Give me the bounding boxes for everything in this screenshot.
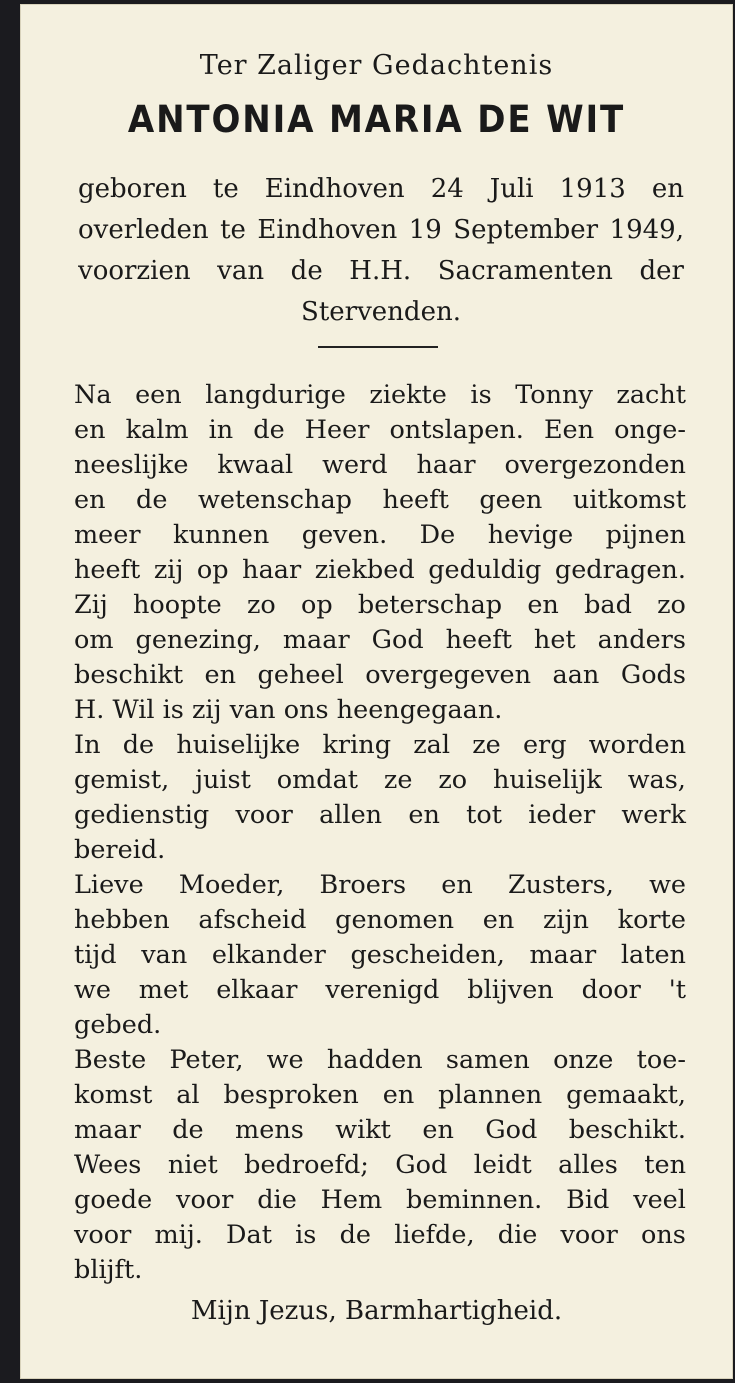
body-line: meer kunnen geven. De hevige pijnen (74, 520, 686, 550)
body-line: In de huiselijke kring zal ze erg worden (74, 730, 686, 760)
body-line: Wees niet bedroefd; God leidt alles ten (74, 1150, 686, 1180)
card-header: Ter Zaliger Gedachtenis (199, 50, 554, 81)
body-line: Lieve Moeder, Broers en Zusters, we (74, 870, 686, 900)
body-line: Zij hoopte zo op beterschap en bad zo (74, 590, 686, 620)
body-line: heeft zij op haar ziekbed geduldig gedragen. (74, 555, 686, 585)
body-line: bereid. (74, 835, 166, 865)
body-line: hebben afscheid genomen en zijn korte (74, 905, 686, 935)
intro-line: geboren te Eindhoven 24 Juli 1913 en (78, 174, 684, 204)
intro-line: Stervenden. (301, 297, 461, 327)
body-line: Na een langdurige ziekte is Tonny zacht (74, 380, 686, 410)
body-line: om genezing, maar God heeft het anders (74, 625, 686, 655)
body-line: neeslijke kwaal werd haar overgezonden (74, 450, 686, 480)
body-line: beschikt en geheel overgegeven aan Gods (74, 660, 686, 690)
body-line: gemist, juist omdat ze zo huiselijk was, (74, 765, 686, 795)
body-line: H. Wil is zij van ons heengegaan. (74, 695, 503, 725)
memorial-card (20, 4, 733, 1379)
divider-line (318, 346, 438, 348)
body-line: Beste Peter, we hadden samen onze toe- (74, 1045, 686, 1075)
body-text (74, 378, 686, 1288)
body-line: gebed. (74, 1010, 162, 1040)
intro-line: voorzien van de H.H. Sacramenten der (78, 256, 684, 286)
body-line: blijft. (74, 1255, 143, 1285)
body-line: en kalm in de Heer ontslapen. Een onge- (74, 415, 686, 445)
body-line: maar de mens wikt en God beschikt. (74, 1115, 686, 1145)
closing-prayer: Mijn Jezus, Barmhartigheid. (190, 1296, 563, 1326)
intro-text (78, 169, 684, 333)
intro-line: overleden te Eindhoven 19 September 1949, (78, 215, 684, 245)
body-line: gedienstig voor allen en tot ieder werk (74, 800, 686, 830)
deceased-name: ANTONIA MARIA DE WIT (127, 98, 626, 141)
body-line: komst al besproken en plannen gemaakt, (74, 1080, 686, 1110)
body-line: tijd van elkander gescheiden, maar laten (74, 940, 686, 970)
body-line: voor mij. Dat is de liefde, die voor ons (74, 1220, 686, 1250)
body-line: we met elkaar verenigd blijven door 't (74, 975, 686, 1005)
body-line: en de wetenschap heeft geen uitkomst (74, 485, 686, 515)
body-line: goede voor die Hem beminnen. Bid veel (74, 1185, 686, 1215)
